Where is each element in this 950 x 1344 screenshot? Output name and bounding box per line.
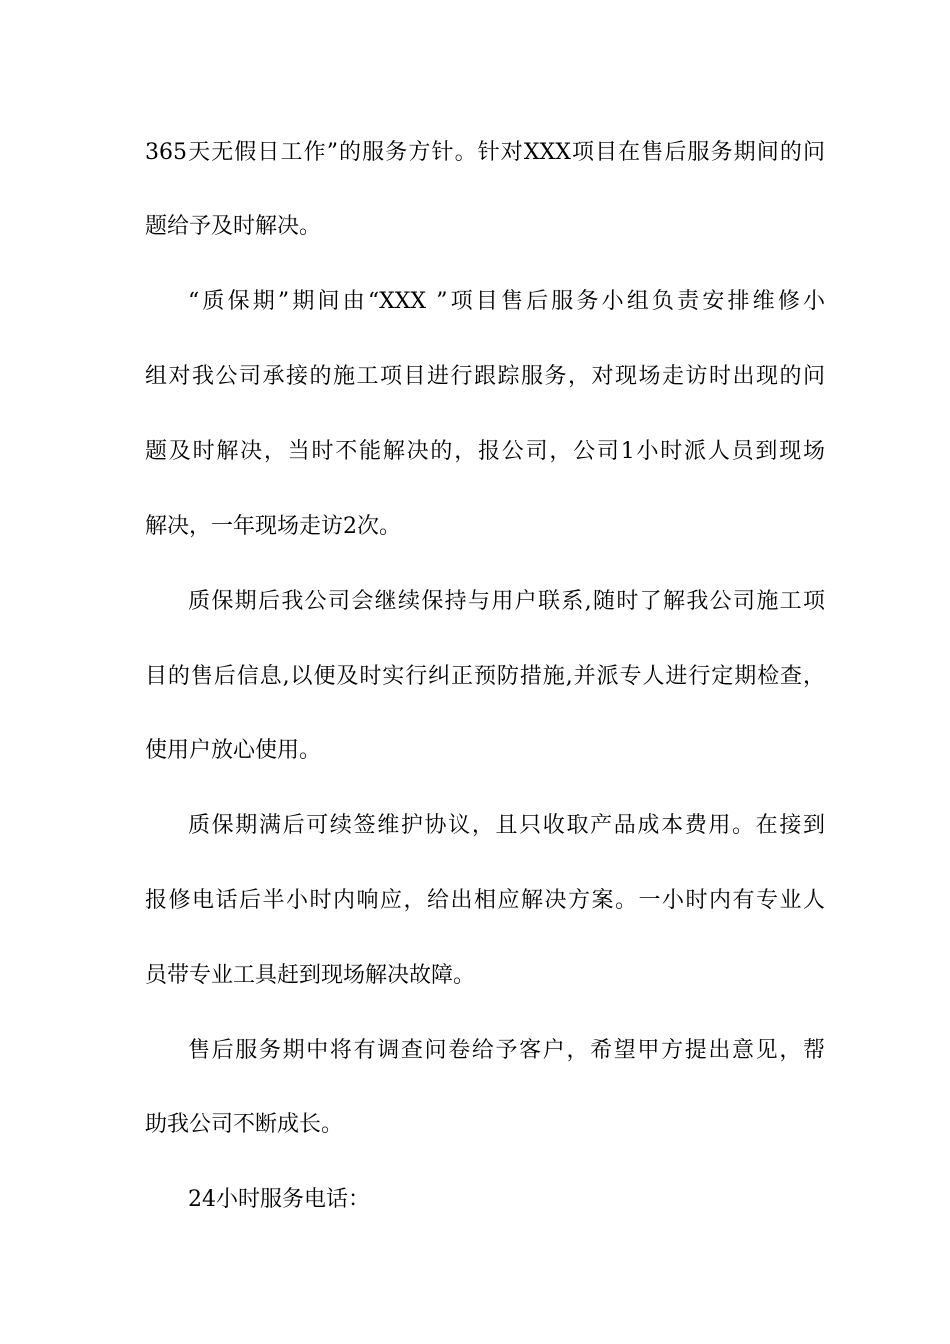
- text-line: 365天无假日工作”的服务方针。针对XXX项目在售后服务期间的问: [145, 140, 825, 165]
- text-line: 组对我公司承接的施工项目进行跟踪服务，对现场走访时出现的问: [145, 364, 825, 389]
- text-line: “质保期”期间由“XXX ”项目售后服务小组负责安排维修小: [188, 289, 825, 314]
- text-line: 质保期后我公司会继续保持与用户联系,随时了解我公司施工项: [188, 589, 825, 614]
- text-line: 助我公司不断成长。: [145, 1112, 344, 1137]
- text-line: 员带专业工具赶到现场解决故障。: [145, 963, 476, 988]
- text-line: 质保期满后可续签维护协议，且只收取产品成本费用。在接到: [188, 813, 825, 838]
- text-line: 使用户放心使用。: [145, 738, 322, 763]
- text-line: 题给予及时解决。: [145, 214, 322, 239]
- text-line: 题及时解决，当时不能解决的，报公司，公司1小时派人员到现场: [145, 439, 825, 464]
- text-line: 解决，一年现场走访2次。: [145, 514, 401, 539]
- text-line: 24小时服务电话：: [188, 1187, 370, 1212]
- text-line: 售后服务期中将有调查问卷给予客户，希望甲方提出意见，帮: [188, 1038, 825, 1063]
- text-line: 目的售后信息,以便及时实行纠正预防措施,并派专人进行定期检查，: [145, 664, 825, 689]
- text-line: 报修电话后半小时内响应，给出相应解决方案。一小时内有专业人: [145, 888, 825, 913]
